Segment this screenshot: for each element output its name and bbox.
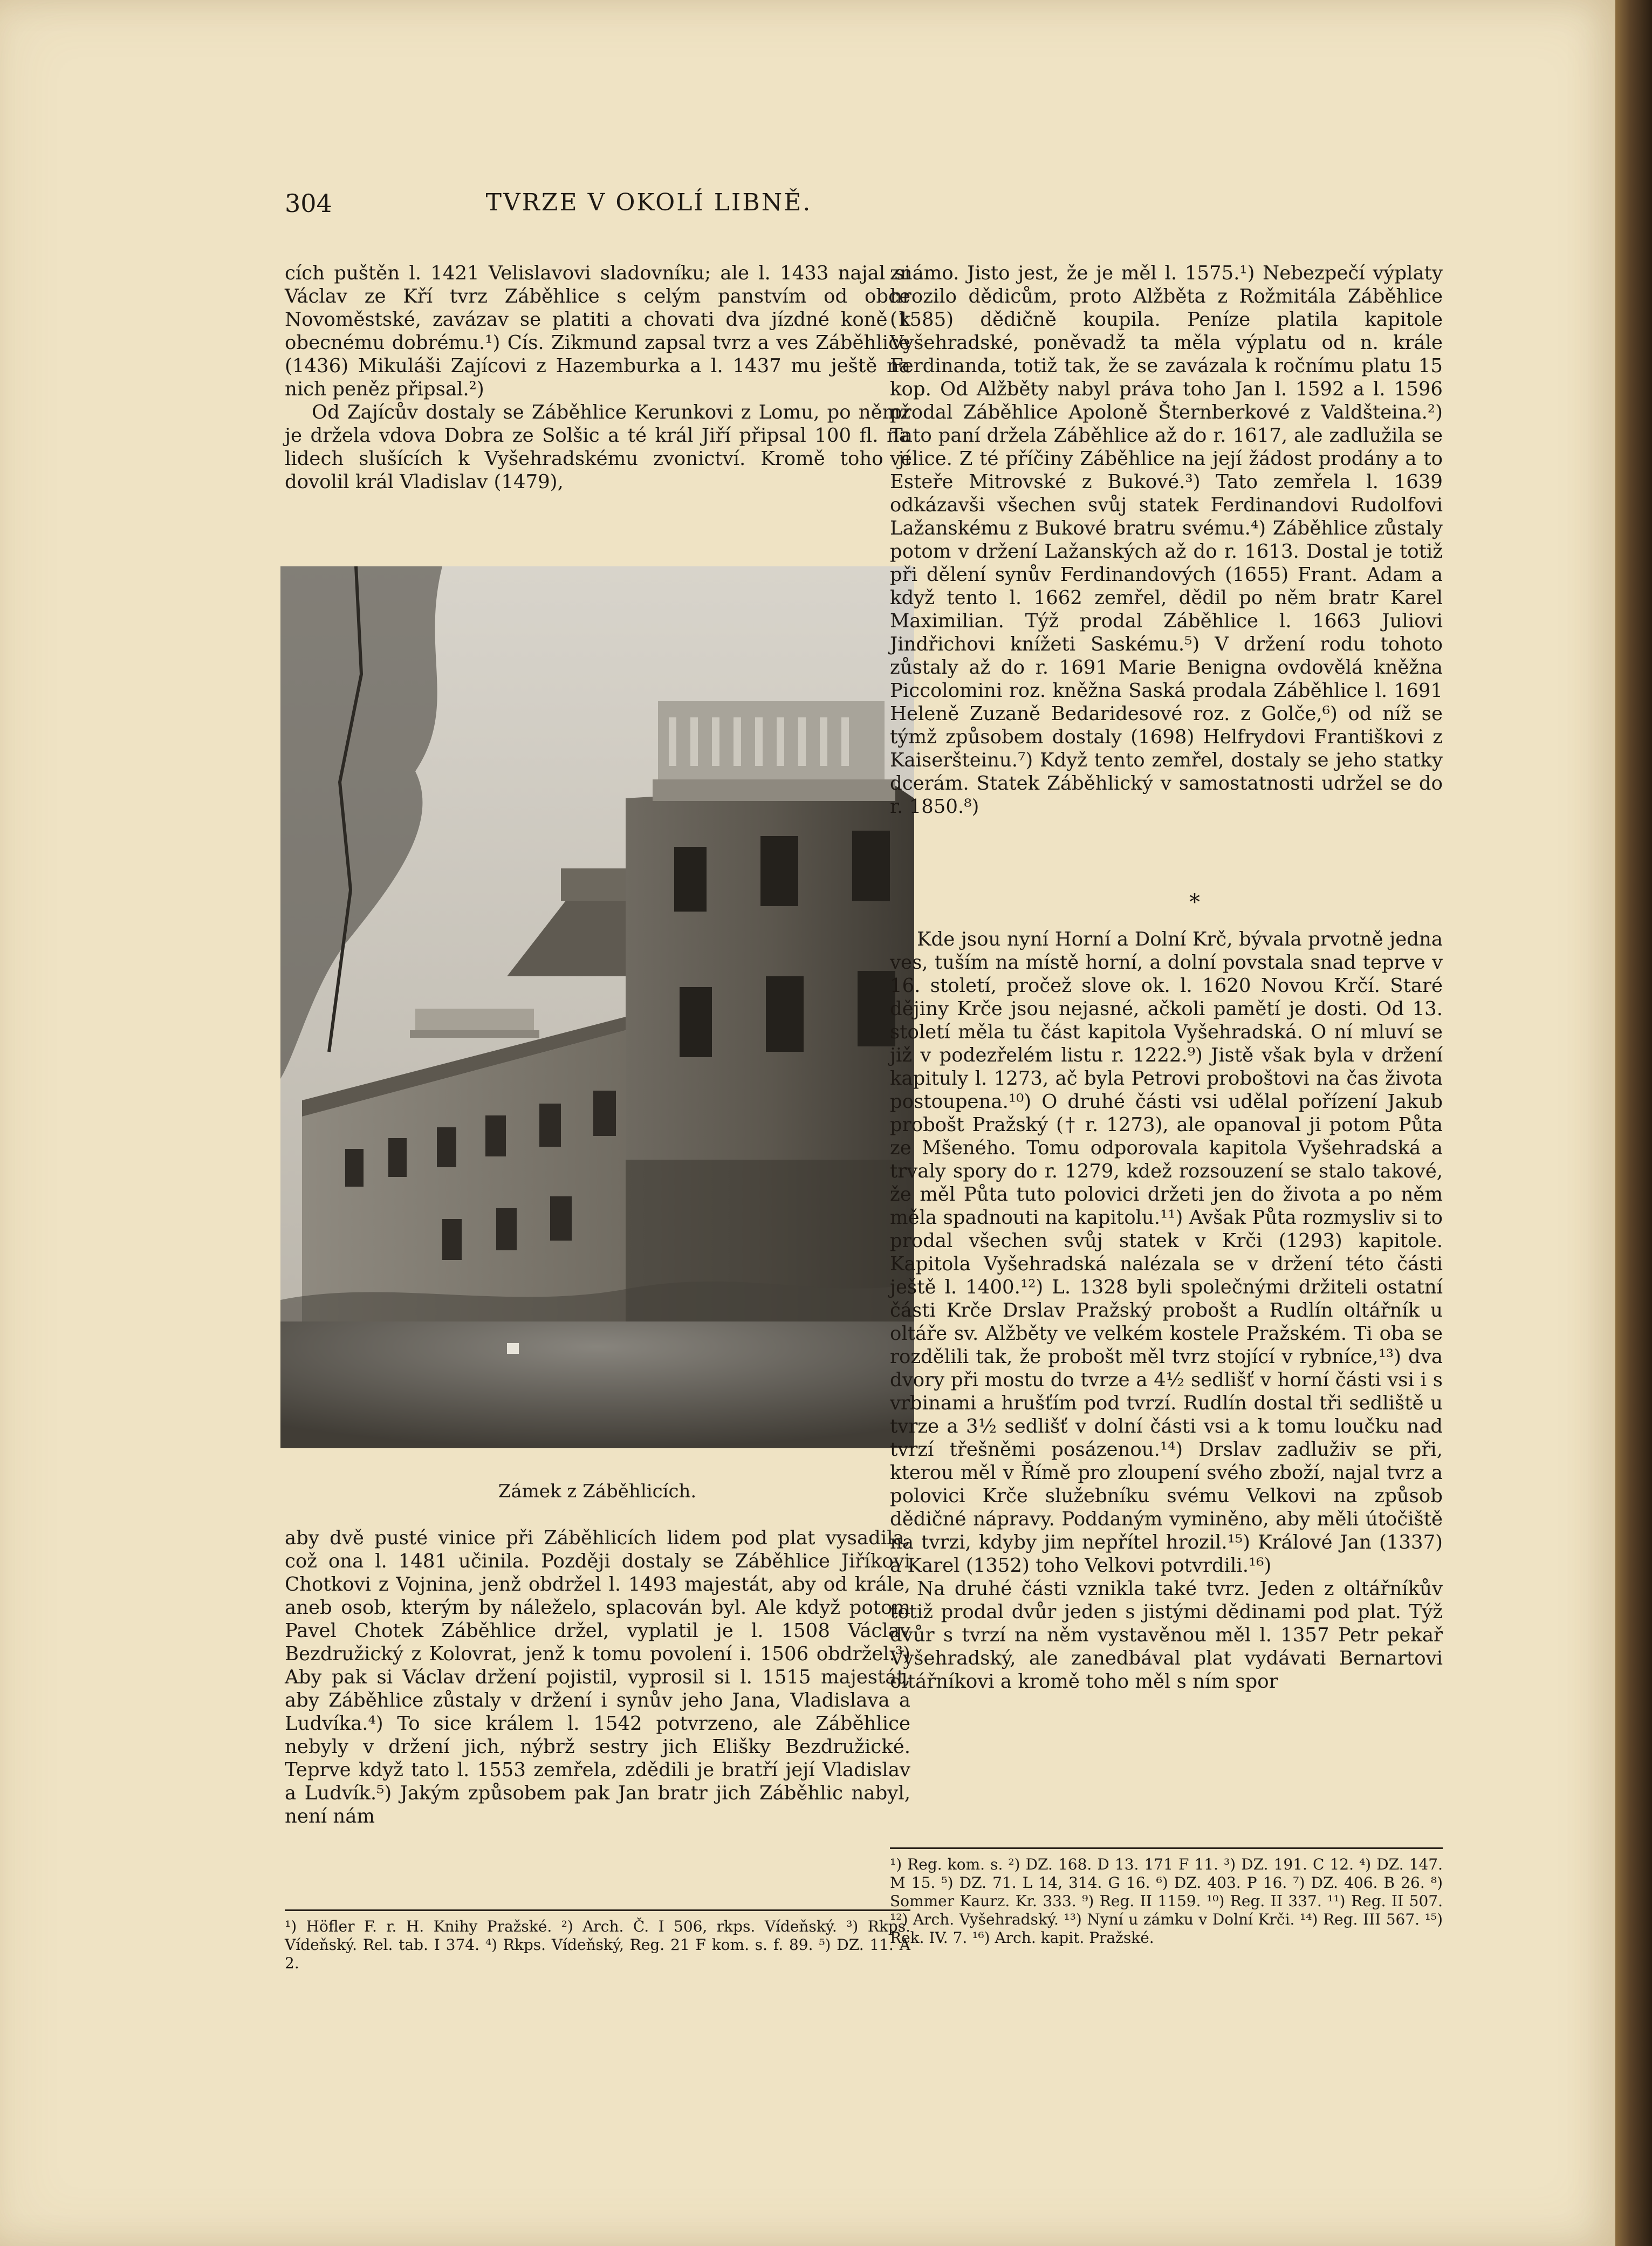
footnote-text: ¹) Reg. kom. s. ²) DZ. 168. D 13. 171 F 11. ³) DZ. 191. C 12. ⁴) DZ. 147. M 15. ⁵) DZ. 71. L 14, 314. G 16. ⁶) DZ. 403. P 16. ⁷) DZ. 406. B 26. ⁸) Sommer Kaurz. Kr. 333. ⁹) Reg. II 1159. ¹⁰) Reg. II 337. ¹¹) Reg. II 507. ¹²) Arch. Vyšehradský. ¹³) Nyní u zámku v Dolní Krči. ¹⁴) Reg. III 567. ¹⁵) Rek. IV. 7. ¹⁶) Arch. kapit. Pražské.	[890, 1855, 1443, 1947]
right-column-bottom	[890, 928, 1443, 1693]
paragraph: známo. Jisto jest, že je měl l. 1575.¹) Nebezpečí výplaty hrozilo dědicům, proto Alžběta z Rožmitála Záběhlice (1585) dědičně koupila. Peníze platila kapitole Vyšehradské, poněvadž ta měla výplatu od n. krále Ferdinanda, totiž tak, že se zavázala k ročnímu platu 15 kop. Od Alžběty nabyl práva toho Jan l. 1592 a l. 1596 prodal Záběhlice Apoloně Šternberkové z Valdšteina.²) Tato paní držela Záběhlice až do r. 1617, ale zadlužila se velice. Z té příčiny Záběhlice na její žádost prodány a to Esteře Mitrovské z Bukové.³) Tato zemřela l. 1639 odkázavši všechen svůj statek Ferdinandovi Rudolfovi Lažanskému z Bukové bratru svému.⁴) Záběhlice zůstaly potom v držení Lažanských až do r. 1613. Dostal je totiž při dělení synův Ferdinandových (1655) Frant. Adam a když tento l. 1662 zemřel, dědil po něm bratr Karel Maximilian. Týž prodal Záběhlice l. 1663 Juliovi Jindřichovi knížeti Saskému.⁵) V držení rodu tohoto zůstaly až do r. 1691 Marie Benigna ovdovělá kněžna Piccolomini roz. kněžna Saská prodala Záběhlice l. 1691 Heleně Zuzaně Bedaridesové roz. z Golče,⁶) od níž se týmž způsobem dostaly (1698) Helfrydovi Františkovi z Kaiseršteinu.⁷) Když tento zemřel, dostaly se jeho statky dcerám. Statek Záběhlický v samostatnosti udržel se do r. 1850.⁸)	[890, 262, 1443, 818]
left-column-top	[285, 262, 910, 494]
page-number: 304	[285, 189, 332, 218]
right-column-top	[890, 262, 1443, 818]
footnote-rule-right	[890, 1847, 1443, 1849]
paragraph: Kde jsou nyní Horní a Dolní Krč, bývala prvotně jedna ves, tuším na místě horní, a dolní povstala snad teprve v 16. století, pročež slove ok. l. 1620 Novou Krčí. Staré dějiny Krče jsou nejasné, ačkoli pamětí je dosti. Od 13. století měla tu část kapitola Vyšehradská. O ní mluví se již v podezřelém listu r. 1222.⁹) Jistě však byla v držení kapituly l. 1273, ač byla Petrovi proboštovi na čas života postoupena.¹⁰) O druhé části vsi udělal pořízení Jakub probošt Pražský († r. 1273), ale opanoval ji potom Půta ze Mšeného. Tomu odporovala kapitola Vyšehradská a trvaly spory do r. 1279, kdež rozsouzení se stalo takové, že měl Půta tuto polovici držeti jen do života a po něm měla spadnouti na kapitolu.¹¹) Avšak Půta rozmysliv si to prodal všechen svůj statek v Krči (1293) kapitole. Kapitola Vyšehradská nalézala se v držení této části ještě l. 1400.¹²) L. 1328 byli společnými držiteli ostatní části Krče Drslav Pražský probošt a Rudlín oltářník u oltáře sv. Alžběty ve velkém kostele Pražském. Ti oba se rozdělili tak, že probošt měl tvrz stojící v rybníce,¹³) dva dvory při mostu do tvrze a 4½ sedlišť v horní části vsi i s vrbinami a hrušťím pod tvrzí. Rudlín dostal tři sedliště u tvrze a 3½ sedlišť v dolní části vsi a k tomu loučku nad tvrzí třešněmi posázenou.¹⁴) Drslav zadluživ se při, kterou měl v Římě pro zloupení svého zboží, najal tvrz a polovici Krče služebníku svému Velkovi na způsob dědičné nápravy. Poddaným vyminěno, aby měli útočiště na tvrzi, kdyby jim nepřítel hrozil.¹⁵) Králové Jan (1337) a Karel (1352) toho Velkovi potvrdili.¹⁶)	[890, 928, 1443, 1577]
footnotes-left	[285, 1918, 910, 1973]
page-header	[285, 189, 1013, 232]
paragraph: Na druhé části vznikla také tvrz. Jeden z oltářníkův totiž prodal dvůr jeden s jistými dědinami pod plat. Týž dvůr s tvrzí na něm vystavěnou měl l. 1357 Petr pekař Vyšehradský, ale zanedbával plat vydávati Bernartovi oltářníkovi a kromě toho měl s ním spor	[890, 1578, 1443, 1693]
book-edge	[1615, 0, 1652, 2246]
section-separator: *	[1189, 890, 1200, 915]
chateau-illustration	[280, 566, 914, 1448]
chateau-photograph	[280, 566, 914, 1448]
footnote-text: ¹) Höfler F. r. H. Knihy Pražské. ²) Arch. Č. I 506, rkps. Vídeňský. ³) Rkps. Vídeňský. Rel. tab. I 374. ⁴) Rkps. Vídeňský, Reg. 21 F kom. s. f. 89. ⁵) DZ. 11. A 2.	[285, 1918, 910, 1972]
footnotes-right	[890, 1855, 1443, 1947]
paragraph: cích puštěn l. 1421 Velislavovi sladovníku; ale l. 1433 najal si Václav ze Kří tvrz Záběhlice s celým panstvím od obce Novoměstské, zavázav se platiti a chovati dva jízdné koně k obecnému dobrému.¹) Cís. Zikmund zapsal tvrz a ves Záběhlice (1436) Mikuláši Zajícovi z Hazemburka a l. 1437 mu ještě na nich peněz připsal.²)	[285, 262, 910, 400]
paragraph: Od Zajícův dostaly se Záběhlice Kerunkovi z Lomu, po němž je držela vdova Dobra ze Solšic a té král Jiří připsal 100 fl. na lidech slušících k Vyšehradskému zvonictví. Kromě toho jí dovolil král Vladislav (1479),	[285, 401, 910, 493]
paragraph: aby dvě pusté vinice při Záběhlicích lidem pod plat vysadila, což ona l. 1481 učinila. Později dostaly se Záběhlice Jiříkovi Chotkovi z Vojnina, jenž obdržel l. 1493 majestát, aby od krále, aneb osob, kterým by náleželo, splacován byl. Ale když potom Pavel Chotek Záběhlice držel, vyplatil je l. 1508 Václav Bezdružický z Kolovrat, jenž k tomu povolení i. 1506 obdržel.³) Aby pak si Václav držení pojistil, vyprosil si l. 1515 majestát, aby Záběhlice zůstaly v držení i synův jeho Jana, Vladislava a Ludvíka.⁴) To sice králem l. 1542 potvrzeno, ale Záběhlice nebyly v držení jich, nýbrž sestry jich Elišky Bezdružické. Teprve když tato l. 1553 zemřela, zdědili je bratří její Vladislav a Ludvík.⁵) Jakým způsobem pak Jan bratr jich Záběhlic nabyl, není nám	[285, 1527, 910, 1827]
left-column-bottom	[285, 1526, 910, 1828]
footnote-rule-left	[285, 1909, 910, 1911]
running-title: TVRZE V OKOLÍ LIBNĚ.	[485, 189, 812, 216]
figure-caption: Zámek z Záběhlicích.	[498, 1481, 697, 1502]
